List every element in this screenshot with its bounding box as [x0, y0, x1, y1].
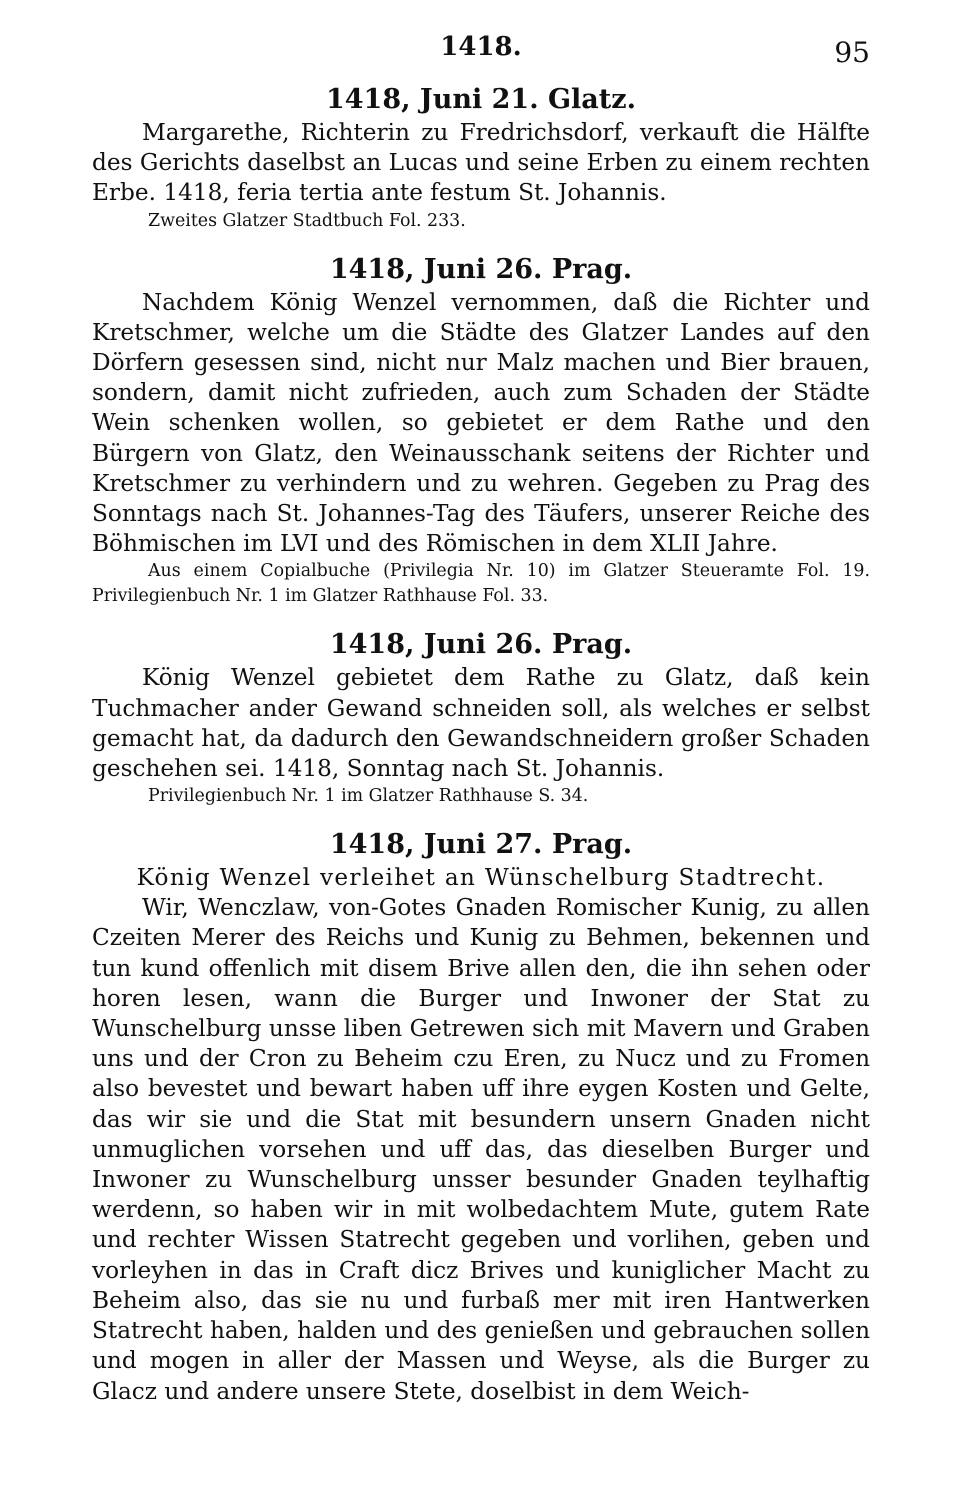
page-number: 95 [834, 36, 870, 69]
entry [92, 252, 870, 610]
entry-body: König Wenzel gebietet dem Rathe zu Glatz, daß kein Tuchmacher ander Gewand schneiden soll, als welches er selbst gemacht hat, da dadurch den Gewandschneidern großer Schaden geschehen sei. 1418, Sonntag nach St. Johannis. [92, 664, 870, 783]
entry-source: Zweites Glatzer Stadtbuch Fol. 233. [148, 210, 466, 231]
entry-heading: 1418, Juni 21. Glatz. [325, 84, 637, 115]
entry-body: Nachdem König Wenzel vernommen, daß die Richter und Kretschmer, welche um die Städte des Glatzer Landes auf den Dörfern gesessen sind, nicht nur Malz machen und Bier brauen, sondern, damit nicht zufrieden, auch zum Schaden der Städte Wein schenken wollen, so gebietet er dem Rathe und den Bürgern von Glatz, den Weinausschank seitens der Richter und Kretschmer zu verhindern und zu wehren. Gegeben zu Prag des Sonntags nach St. Johannes-Tag des Täufers, unserer Reiche des Böhmischen im LVI und des Römischen in dem XLII Jahre. [92, 288, 870, 558]
entry-subtitle: König Wenzel verleihet an Wünschelburg Stadtrecht. [136, 864, 826, 892]
entry [92, 82, 870, 234]
entry-body: Margarethe, Richterin zu Fredrichsdorf, verkauft die Hälfte des Gerichts daselbst an Lucas und seine Erben zu einem rechten Erbe. 1418, feria tertia ante festum St. Johannis. [92, 119, 870, 207]
running-head-year: 1418. [440, 32, 522, 62]
entry-heading: 1418, Juni 26. Prag. [329, 629, 633, 661]
entry [92, 627, 870, 809]
document-page [92, 28, 870, 1407]
entry-source: Aus einem Copialbuche (Privilegia Nr. 10) im Glatzer Steueramte Fol. 19. Privilegienbuch Nr. 1 im Glatzer Rathhause Fol. 33. [92, 561, 870, 607]
entry-heading: 1418, Juni 27. Prag. [329, 829, 633, 861]
running-header [92, 28, 870, 72]
entry [92, 827, 870, 1406]
entry-heading: 1418, Juni 26. Prag. [329, 253, 633, 285]
entry-body: Wir, Wenczlaw, von-Gotes Gnaden Romischer Kunig, zu allen Czeiten Merer des Reichs und Kunig zu Behmen, bekennen und tun kund offenlich mit disem Brive allen den, die ihn sehen oder horen lesen, wann die Burger und Inwoner der Stat zu Wunschelburg unsse liben Getrewen sich mit Mavern und Graben uns und der Cron zu Beheim czu Eren, zu Nucz und zu Fromen also bevestet und bewart haben uff ihre eygen Kosten und Gelte, das wir sie und die Stat mit besundern unsern Gnaden nicht unmuglichen vorsehen und uff das, das dieselben Burger und Inwoner zu Wunschelburg unsser besunder Gnaden teylhaftig werdenn, so haben wir in mit wolbedachtem Mute, gutem Rate und rechter Wissen Statrecht gegeben und vorlihen, geben und vorleyhen in das in Craft dicz Brives und kuniglicher Macht zu Beheim also, das sie nu und furbaß mer mit iren Hantwerken Statrecht haben, halden und des genießen und gebrauchen sollen und mogen in aller der Massen und Weyse, als die Burger zu Glacz und andere unsere Stete, doselbist in dem Weich- [92, 894, 870, 1405]
entry-source: Privilegienbuch Nr. 1 im Glatzer Rathhause S. 34. [148, 786, 589, 807]
